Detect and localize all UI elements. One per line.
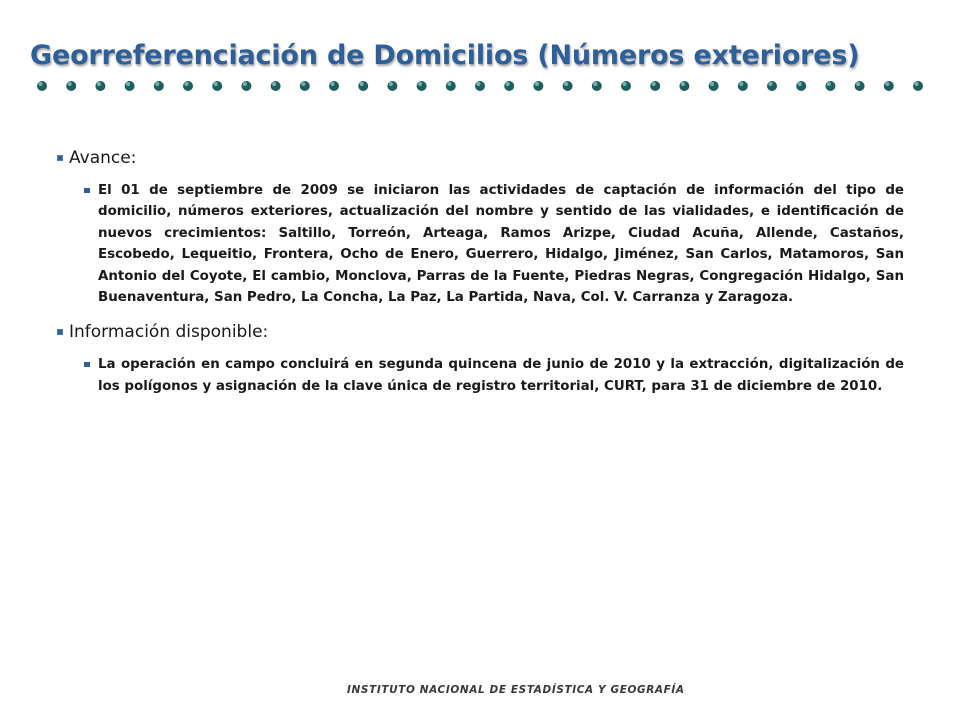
decorative-dot — [300, 81, 310, 91]
decorative-dot-highlight — [360, 82, 364, 86]
section-informacion — [56, 322, 904, 397]
decorative-dot-highlight — [272, 82, 276, 86]
decorative-dot — [621, 81, 631, 91]
decorative-dot-highlight — [418, 82, 422, 86]
decorative-dot — [855, 81, 865, 91]
decorative-dot-highlight — [564, 82, 568, 86]
decorative-dot — [241, 81, 251, 91]
decorative-dot — [66, 81, 76, 91]
decorative-dot-highlight — [447, 82, 451, 86]
decorative-dot-highlight — [915, 82, 919, 86]
decorative-dot — [475, 81, 485, 91]
decorative-dot — [884, 81, 894, 91]
decorative-dot — [212, 81, 222, 91]
decorative-dot — [709, 81, 719, 91]
item-text: La operación en campo concluirá en segunda quincena de junio de 2010 y la extracción, digitalización de los polígonos y asignación de la clave única de registro territorial, CURT, para 31 de diciembre de 2010. — [98, 357, 904, 394]
decorative-dot-highlight — [593, 82, 597, 86]
decorative-dot — [738, 81, 748, 91]
decorative-dot — [767, 81, 777, 91]
decorative-dot — [358, 81, 368, 91]
decorative-dot-highlight — [301, 82, 305, 86]
decorative-dot — [329, 81, 339, 91]
decorative-dot-highlight — [739, 82, 743, 86]
section-heading: Información disponible: — [69, 322, 269, 343]
decorative-dot-highlight — [331, 82, 335, 86]
decorative-dot — [679, 81, 689, 91]
decorative-dot-highlight — [506, 82, 510, 86]
decorative-dot — [125, 81, 135, 91]
decorative-dot-highlight — [710, 82, 714, 86]
decorative-dot-highlight — [214, 82, 218, 86]
decorative-dot-highlight — [856, 82, 860, 86]
decorative-dot — [37, 81, 47, 91]
decorative-dot — [533, 81, 543, 91]
slide-title: Georreferenciación de Domicilios (Números exteriores) — [30, 40, 860, 71]
decorative-dot-highlight — [477, 82, 481, 86]
decorative-dot-highlight — [681, 82, 685, 86]
decorative-dot — [825, 81, 835, 91]
decorative-dot — [417, 81, 427, 91]
decorative-dot-highlight — [185, 82, 189, 86]
decorative-dot-highlight — [827, 82, 831, 86]
decorative-dot — [271, 81, 281, 91]
decorative-dot — [95, 81, 105, 91]
list-item — [56, 354, 904, 397]
decorative-dot-highlight — [389, 82, 393, 86]
decorative-dot-highlight — [623, 82, 627, 86]
decorative-dot-highlight — [97, 82, 101, 86]
decorative-dot — [504, 81, 514, 91]
decorative-dot-highlight — [885, 82, 889, 86]
decorative-dot — [154, 81, 164, 91]
square-bullet-icon — [84, 188, 90, 193]
decorative-dot — [563, 81, 573, 91]
decorative-dot-row — [36, 77, 936, 97]
decorative-dot-highlight — [652, 82, 656, 86]
decorative-dot — [387, 81, 397, 91]
item-text: El 01 de septiembre de 2009 se iniciaron las actividades de captación de información del tipo de domicilio, números exteriores, actualización del nombre y sentido de las vialidades, e identificación de nuevos crecimientos: Saltillo, Torreón, Arteaga, Ramos Arizpe, Ciudad Acuña, Allende, Castaños, Escobedo, Lequeitio, Frontera, Ocho de Enero, Guerrero, Hidalgo, Jiménez, San Carlos, Matamoros, San Antonio del Coyote, El cambio, Monclova, Parras de la Fuente, Piedras Negras, Congregación Hidalgo, San Buenaventura, San Pedro, La Concha, La Paz, La Partida, Nava, Col. V. Carranza y Zaragoza. — [98, 183, 904, 306]
decorative-dot-highlight — [126, 82, 130, 86]
slide-content — [56, 148, 904, 407]
decorative-dot — [592, 81, 602, 91]
decorative-dot-highlight — [798, 82, 802, 86]
section-avance — [56, 148, 904, 308]
decorative-dot — [183, 81, 193, 91]
square-bullet-icon — [84, 362, 90, 367]
decorative-dot-highlight — [68, 82, 72, 86]
decorative-dot-highlight — [535, 82, 539, 86]
footer-institution: INSTITUTO NACIONAL DE ESTADÍSTICA Y GEOGRAFÍA — [347, 684, 685, 696]
decorative-dot-highlight — [39, 82, 43, 86]
square-bullet-icon — [57, 155, 63, 161]
decorative-dot-highlight — [769, 82, 773, 86]
decorative-dot — [650, 81, 660, 91]
square-bullet-icon — [57, 329, 63, 335]
decorative-dot — [796, 81, 806, 91]
decorative-dot — [446, 81, 456, 91]
section-heading: Avance: — [69, 148, 137, 168]
list-item — [56, 180, 904, 308]
decorative-dot-highlight — [243, 82, 247, 86]
decorative-dot — [913, 81, 923, 91]
decorative-dot-highlight — [155, 82, 159, 86]
